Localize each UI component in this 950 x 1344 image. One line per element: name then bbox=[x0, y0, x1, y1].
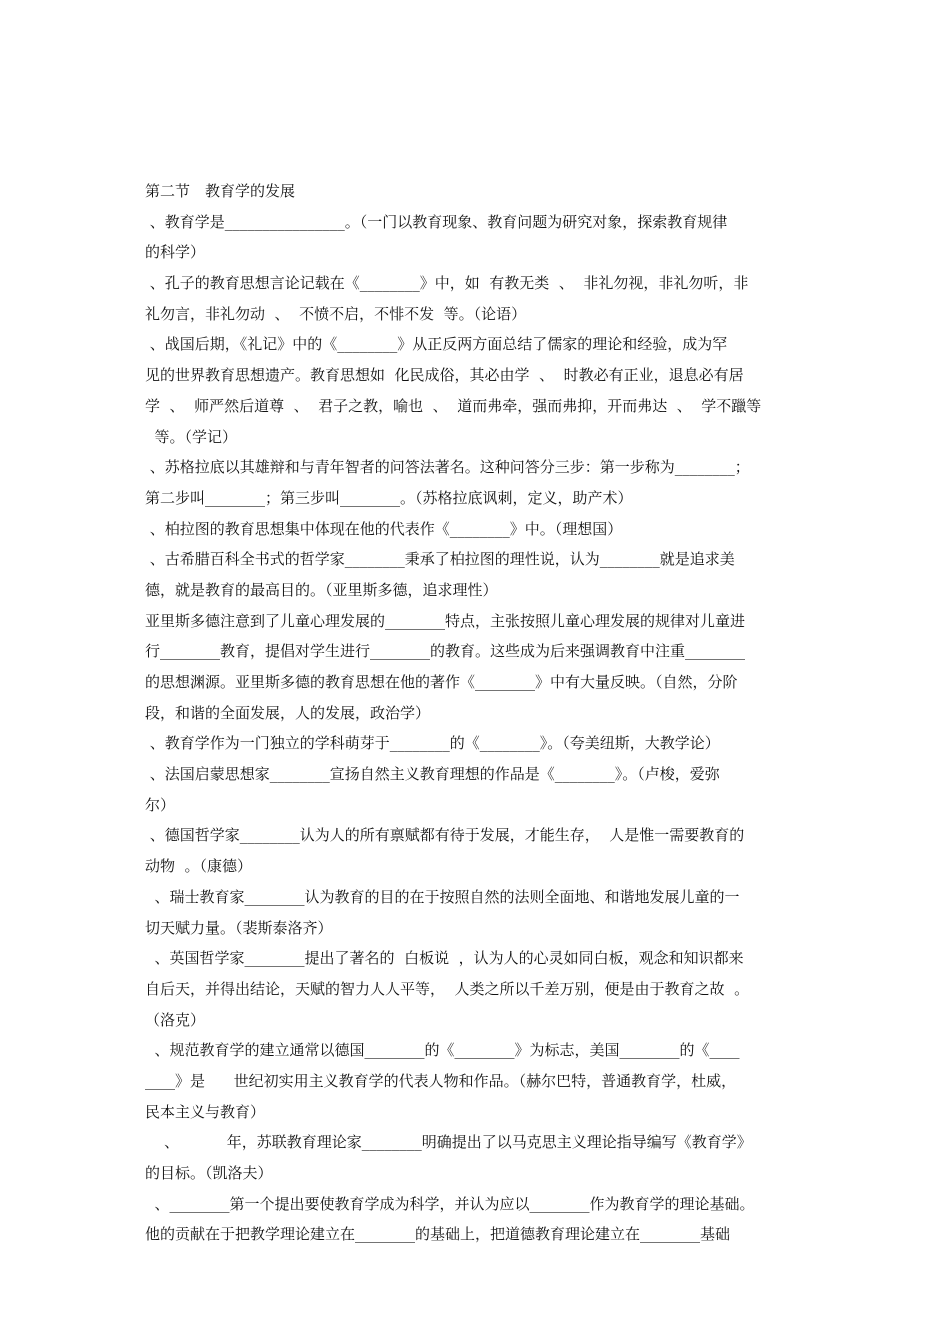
text-line: 、教育学是________________。（一门以教育现象、教育问题为研究对象，探索教育规律 bbox=[145, 212, 728, 231]
document-page bbox=[145, 176, 810, 1250]
text-line: 、战国后期，《礼记》中的《________》从正反两方面总结了儒家的理论和经验，成为罕 bbox=[145, 335, 728, 354]
text-line: 的目标。（凯洛夫） bbox=[145, 1164, 273, 1182]
text-line: 、苏格拉底以其雄辩和与青年智者的问答法著名。这种问答分三步：第一步称为________； bbox=[145, 458, 750, 477]
text-line: 亚里斯多德注意到了儿童心理发展的________特点，主张按照儿童心理发展的规律对儿童进 bbox=[145, 611, 746, 630]
text-line: 、教育学作为一门独立的学科萌芽于________的《________》。（夸美纽斯，大教学论） bbox=[145, 734, 720, 753]
text-line: 他的贡献在于把教学理论建立在________的基础上，把道德教育理论建立在________基础 bbox=[145, 1225, 731, 1244]
text-line: 动物 。（康德） bbox=[145, 857, 253, 876]
text-line: 尔） bbox=[145, 795, 176, 814]
text-line: 、规范教育学的建立通常以德国________的《________》为标志，美国________的《____ bbox=[145, 1041, 740, 1060]
section-heading: 第二节 教育学的发展 bbox=[145, 182, 296, 200]
text-line: 、________第一个提出要使教育学成为科学，并认为应以________作为教育学的理论基础。 bbox=[145, 1194, 755, 1213]
text-line: 的科学） bbox=[145, 243, 206, 262]
text-line: 见的世界教育思想遗产。教育思想如 化民成俗，其必由学 、 时教必有正业，退息必有居 bbox=[145, 366, 744, 385]
text-line: （洛克） bbox=[145, 1010, 206, 1029]
text-line: 、瑞士教育家________认为教育的目的在于按照自然的法则全面地、和谐地发展儿童的一 bbox=[145, 887, 740, 906]
text-line: 等。（学记） bbox=[145, 427, 238, 446]
text-line: ____》是 世纪初实用主义教育学的代表人物和作品。（赫尔巴特，普通教育学，杜威， bbox=[145, 1071, 737, 1090]
text-line: 礼勿言，非礼勿动 、 不愤不启，不悱不发 等。（论语） bbox=[145, 304, 527, 323]
text-line: 行________教育，提倡对学生进行________的教育。这些成为后来强调教育中注重________ bbox=[145, 642, 746, 661]
text-line: 的思想渊源。亚里斯多德的教育思想在他的著作《________》中有大量反映。（自然，分阶 bbox=[145, 673, 738, 691]
text-line: 切天赋力量。（裴斯泰洛齐） bbox=[145, 918, 333, 937]
text-line: 、古希腊百科全书式的哲学家________秉承了柏拉图的理性说，认为________就是追求美 bbox=[145, 550, 735, 569]
text-line: 、孔子的教育思想言论记载在《________》中，如 有教无类 、 非礼勿视，非礼勿听，非 bbox=[145, 274, 749, 293]
text-line: 第二步叫________；第三步叫________。（苏格拉底讽刺，定义，助产术） bbox=[145, 488, 633, 507]
text-line: 学 、 师严然后道尊 、 君子之教，喻也 、 道而弗牵，强而弗抑，开而弗达 、 学不躐等 bbox=[145, 396, 762, 415]
text-line: 、德国哲学家________认为人的所有禀赋都有待于发展，才能生存， 人是惟一需要教育的 bbox=[145, 826, 745, 845]
text-line: 、英国哲学家________提出了著名的 白板说 ，认为人的心灵如同白板，观念和知识都来 bbox=[145, 949, 744, 968]
text-line: 民本主义与教育） bbox=[145, 1102, 266, 1121]
text-line: 、 年，苏联教育理论家________明确提出了以马克思主义理论指导编写《教育学》 bbox=[145, 1133, 752, 1152]
text-line: 德，就是教育的最高目的。（亚里斯多德，追求理性） bbox=[145, 580, 498, 599]
text-line: 、柏拉图的教育思想集中体现在他的代表作《________》中。（理想国） bbox=[145, 519, 623, 538]
text-line: 、法国启蒙思想家________宣扬自然主义教育理想的作品是《________》。（卢梭，爱弥 bbox=[145, 765, 720, 784]
text-line: 自后天，并得出结论，天赋的智力人人平等， 人类之所以千差万别，便是由于教育之故 。 bbox=[145, 979, 750, 998]
text-line: 段，和谐的全面发展，人的发展，政治学） bbox=[145, 703, 431, 722]
